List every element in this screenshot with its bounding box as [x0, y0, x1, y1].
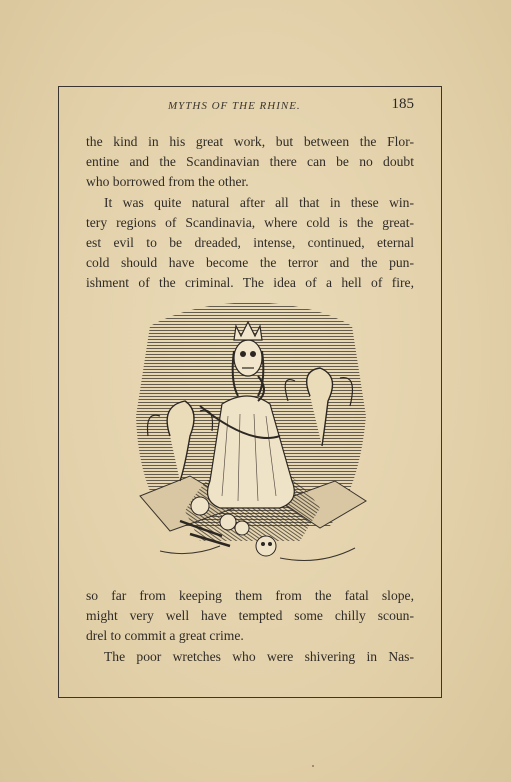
text-line: tery regions of Scandinavia, where cold is the great-	[86, 214, 414, 230]
text-line: who borrowed from the other.	[86, 174, 249, 190]
text-line: est evil to be dreaded, intense, continued, eternal	[86, 235, 414, 251]
body-text-bottom	[86, 586, 414, 667]
illustration-drawing	[130, 296, 370, 572]
text-line: entine and the Scandinavian there can be no doubt	[86, 154, 414, 170]
text-line: It was quite natural after all that in these win-	[104, 194, 414, 210]
text-line: cold should have become the terror and the pun-	[86, 255, 414, 271]
engraving-illustration	[130, 296, 370, 572]
page-header	[58, 98, 442, 118]
text-line: might very well have tempted some chilly scoun-	[86, 608, 414, 624]
body-text-top	[86, 132, 414, 294]
text-line: the kind in his great work, but between the Flor-	[86, 134, 414, 149]
page-number: 185	[391, 96, 414, 112]
text-line: The poor wretches who were shivering in Nas-	[104, 648, 414, 664]
page-speck	[312, 765, 314, 767]
running-title: MYTHS OF THE RHINE.	[168, 100, 301, 112]
text-line: drel to commit a great crime.	[86, 628, 244, 644]
text-line: so far from keeping them from the fatal slope,	[86, 588, 414, 603]
text-line: ishment of the criminal. The idea of a hell of fire,	[86, 275, 414, 291]
